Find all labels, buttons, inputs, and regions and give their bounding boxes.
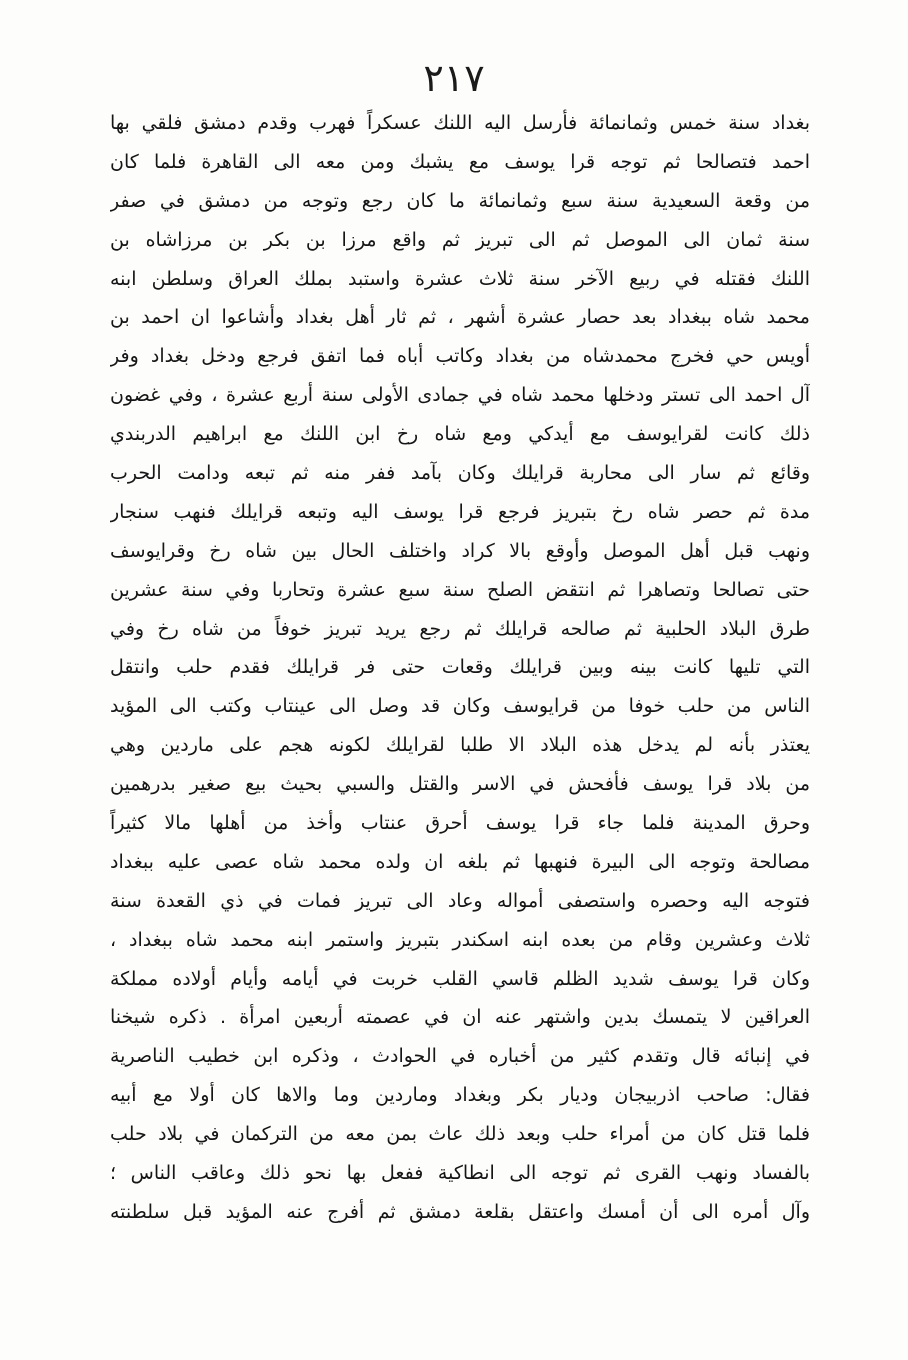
text-line: احمد فتصالحا ثم توجه قرا يوسف مع يشبك ومن معه الى القاهرة فلما كان <box>110 150 810 173</box>
text-line: فقال: صاحب اذربيجان وديار بكر وبغداد وماردين وما والاها كان أولا مع أبيه <box>110 1084 810 1107</box>
text-line: طرق البلاد الحلبية ثم صالحه قرايلك ثم رجع يريد تبريز خوفاً من شاه رخ وفي <box>110 617 810 640</box>
text-line: محمد شاه ببغداد بعد حصار عشرة أشهر ، ثم ثار أهل بغداد وأشاعوا ان احمد بن <box>110 306 810 329</box>
text-line: آل احمد الى تستر ودخلها محمد شاه في جمادى الأولى سنة أربع عشرة ، وفي غضون <box>110 384 810 407</box>
text-line: وآل أمره الى أن أمسك واعتقل بقلعة دمشق ثم أفرج عنه المؤيد قبل سلطنته <box>110 1200 810 1223</box>
text-line: بالفساد ونهب القرى ثم توجه الى انطاكية ففعل بها نحو ذلك وعاقب الناس ؛ <box>110 1162 810 1185</box>
body-text <box>110 104 810 1232</box>
text-line: مدة ثم حصر شاه رخ بتبريز فرجع قرا يوسف اليه وتبعه قرايلك فنهب سنجار <box>110 500 810 523</box>
text-line: وكان قرا يوسف شديد الظلم قاسي القلب خربت في أيامه وأيام أولاده مملكة <box>110 967 810 990</box>
text-line: التي تليها كانت بينه وبين قرايلك وقعات حتى فر قرايلك فقدم حلب وانتقل <box>110 656 810 679</box>
text-line: أويس حي فخرج محمدشاه من بغداد وكاتب أباه فما اتفق فرجع ودخل بغداد وفر <box>110 345 810 368</box>
text-line: فلما قتل كان من أمراء حلب وبعد ذلك عاث بمن معه من التركمان في بلاد حلب <box>110 1123 810 1146</box>
text-line: حتى تصالحا وتصاهرا ثم انتقض الصلح سنة سبع عشرة وتحاربا وفي سنة عشرين <box>110 578 810 601</box>
text-line: وقائع ثم سار الى محاربة قرايلك وكان بآمد ففر منه ثم تبعه ودامت الحرب <box>110 462 810 485</box>
text-line: ونهب قبل أهل الموصل وأوقع بالا كراد واختلف الحال بين شاه رخ وقرايوسف <box>110 539 810 562</box>
text-line: ثلاث وعشرين وقام من بعده ابنه اسكندر بتبريز واستمر ابنه محمد شاه ببغداد ، <box>110 928 810 951</box>
text-line: من بلاد قرا يوسف فأفحش في الاسر والقتل والسبي بحيث بيع صغير بدرهمين <box>110 773 810 796</box>
text-line: في إنبائه قال وتقدم كثير من أخباره في الحوادث ، وذكره ابن خطيب الناصرية <box>110 1045 810 1068</box>
text-line: ذلك كانت لقرايوسف مع أيدكي ومع شاه رخ ابن اللنك مع ابراهيم الدربندي <box>110 423 810 446</box>
text-line: فتوجه اليه وحصره واستصفى أمواله وعاد الى تبريز فمات في ذي القعدة سنة <box>110 889 810 912</box>
text-line: وحرق المدينة فلما جاء قرا يوسف أحرق عنتاب وأخذ من أهلها مالا كثيراً <box>110 812 810 835</box>
text-line: الناس من حلب خوفا من قرايوسف وكان قد وصل الى عينتاب وكتب الى المؤيد <box>110 695 810 718</box>
text-line: سنة ثمان الى الموصل ثم الى تبريز ثم واقع مرزا بن بكر بن مرزاشاه بن <box>110 228 810 251</box>
text-line: من وقعة السعيدية سنة سبع وثمانمائة ما كان رجع وتوجه من دمشق في صفر <box>110 189 810 212</box>
text-line: مصالحة وتوجه الى البيرة فنهبها ثم بلغه ان ولده محمد شاه عصى عليه ببغداد <box>110 850 810 873</box>
page-number: ٢١٧ <box>423 56 485 100</box>
text-line: العراقين لا يتمسك بدين واشتهر عنه ان في عصمته أربعين امرأة . ذكره شيخنا <box>110 1006 810 1029</box>
text-line: بغداد سنة خمس وثمانمائة فأرسل اليه اللنك عسكراً فهرب وقدم دمشق فلقي بها <box>110 112 810 134</box>
text-line: يعتذر بأنه لم يدخل هذه البلاد الا طلبا لقرايلك لكونه هجم على ماردين وهي <box>110 734 810 757</box>
text-line: اللنك فقتله في ربيع الآخر سنة ثلاث عشرة واستبد بملك العراق وسلطن ابنه <box>110 267 810 290</box>
